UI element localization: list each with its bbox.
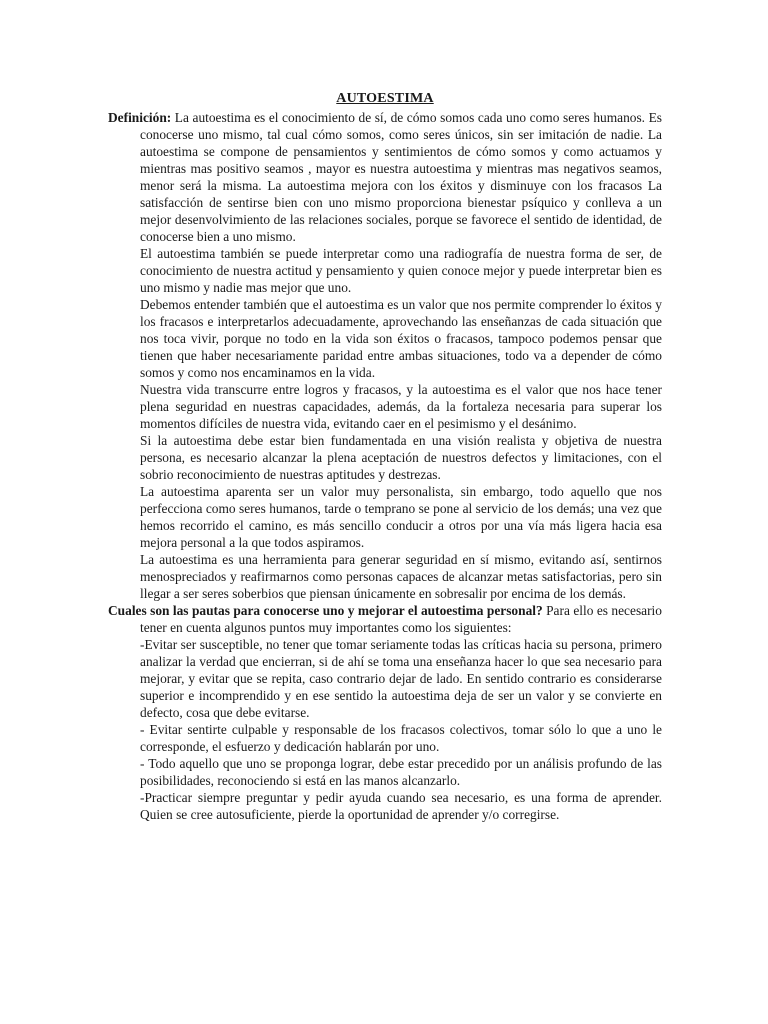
body-paragraph: Nuestra vida transcurre entre logros y fracasos, y la autoestima es el valor que nos hace tener plena seguridad en nuestras capacidades, además, da la fortaleza necesaria para superar los momentos difíciles de nuestra vida, evitando caer en el pesimismo y el desánimo. — [140, 382, 662, 431]
definition-paragraph — [108, 109, 662, 245]
document-page — [108, 90, 662, 823]
question-paragraph — [108, 602, 662, 636]
body-paragraph: Si la autoestima debe estar bien fundamentada en una visión realista y objetiva de nuestra persona, es necesario alcanzar la plena aceptación de nuestros defectos y limitaciones, con el sobrio reconocimiento de nuestras aptitudes y destrezas. — [140, 433, 662, 482]
question-label: Cuales son las pautas para conocerse uno y mejorar el autoestima personal? — [108, 603, 543, 618]
guideline-item: - Todo aquello que uno se proponga lograr, debe estar precedido por un análisis profundo de las posibilidades, reconociendo si está en las manos alcanzarlo. — [140, 756, 662, 788]
guideline-item: - Evitar sentirte culpable y responsable de los fracasos colectivos, tomar sólo lo que a uno le corresponde, el esfuerzo y dedicación hablarán por uno. — [140, 722, 662, 754]
definition-text: La autoestima es el conocimiento de sí, de cómo somos cada uno como seres humanos. Es conocerse uno mismo, tal cual cómo somos, como seres únicos, sin ser imitación de nadie. La autoestima se compone de pensamientos y sentimientos de cómo somos y como actuamos y mientras mas positivo seamos , mayor es nuestra autoestima y mientras mas negativos seamos, menor será la misma. La autoestima mejora con los éxitos y disminuye con los fracasos La satisfacción de sentirse bien con uno mismo proporciona bienestar psíquico y conlleva a un mejor desenvolvimiento de las relaciones sociales, porque se favorece el sentido de identidad, de conocerse bien a uno mismo. — [140, 110, 662, 244]
document-title: AUTOESTIMA — [336, 91, 434, 106]
body-paragraph: Debemos entender también que el autoestima es un valor que nos permite comprender lo éxitos y los fracasos e interpretarlos adecuadamente, aprovechando las enseñanzas de cada situación que nos toca vivir, porque no todo en la vida son éxitos o fracasos, tampoco podemos pensar que tienen que haber necesariamente paridad entre ambas situaciones, todo va a depender de cómo somos y como nos encaminamos en la vida. — [140, 297, 662, 380]
body-paragraph: La autoestima es una herramienta para generar seguridad en sí mismo, evitando así, sentirnos menospreciados y reafirmarnos como personas capaces de alcanzar metas satisfactorias, pero sin llegar a ser seres soberbios que piensan únicamente en sobresalir por encima de los demás. — [140, 552, 662, 601]
body-paragraph: El autoestima también se puede interpretar como una radiografía de nuestra forma de ser, de conocimiento de nuestra actitud y pensamiento y quien conoce mejor y puede interpretar bien es uno mismo y nadie mas mejor que uno. — [140, 246, 662, 295]
guideline-item: -Evitar ser susceptible, no tener que tomar seriamente todas las críticas hacia su persona, primero analizar la verdad que encierran, si de ahí se toma una enseñanza hacer lo que sea necesario para mejorar, y evitar que se repita, caso contrario dejar de lado. En sentido contrario es considerarse superior e incomprendido y en ese sentido la autoestima deja de ser un valor y se convierte en defecto, cosa que debe evitarse. — [140, 637, 662, 720]
question-text: Para ello es necesario tener en cuenta algunos puntos muy importantes como los siguientes: — [140, 603, 662, 635]
body-paragraph: La autoestima aparenta ser un valor muy personalista, sin embargo, todo aquello que nos perfecciona como seres humanos, tarde o temprano se pone al servicio de los demás; una vez que hemos recorrido el camino, es más sencillo conducir a otros por una vía más ligera hacia esa mejora personal a la que todos aspiramos. — [140, 484, 662, 550]
definition-label: Definición: — [108, 110, 172, 125]
guideline-item: -Practicar siempre preguntar y pedir ayuda cuando sea necesario, es una forma de aprender. Quien se cree autosuficiente, pierde la oportunidad de aprender y/o corregirse. — [140, 790, 662, 822]
